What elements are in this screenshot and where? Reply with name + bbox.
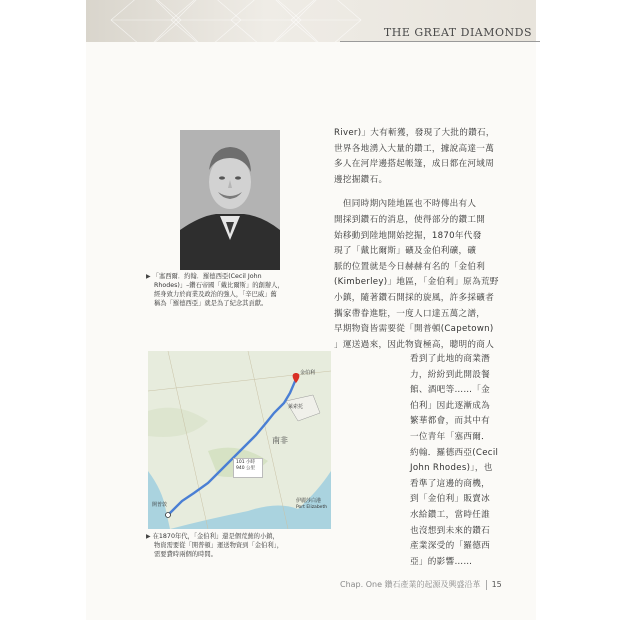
portrait-caption-line: 稱為「羅德西亞」就是為了紀念其貢獻。	[154, 300, 268, 307]
map-caption-line: 物資需要從「開普頓」運送物資到「金伯利」，	[154, 542, 284, 549]
portrait-caption-line: 「塞西爾．約翰．羅德西亞(Cecil John	[152, 273, 262, 280]
body-line: 」運送過來，因此物資極高，聰明的商人	[334, 339, 495, 350]
body-line: 脈的位置就是今日赫赫有名的「金伯利	[334, 261, 486, 272]
body-line: 但同時期內陸地區也不時傳出有人	[334, 199, 477, 210]
body-text-upper	[334, 126, 499, 353]
map-label-south-africa: 南非	[272, 436, 288, 445]
header-title: THE GREAT DIAMONDS	[383, 26, 532, 39]
body-line: 始移動到陸地開始挖掘，1870年代發	[334, 230, 482, 241]
map-caption-line: 需要費時兩個的時間。	[154, 551, 217, 558]
body-line: 伯利」因此逐漸成為	[410, 400, 491, 411]
body-line: 產業深受的「羅德西	[410, 541, 491, 552]
body-line: 繁華都會，而其中有	[410, 416, 491, 427]
body-line: 小鎮，隨著鑽石開採的旋風，許多採礦者	[334, 292, 495, 303]
body-line: 力，紛紛到此開設餐	[410, 369, 491, 380]
page-number: 15	[491, 580, 502, 589]
portrait-photo	[180, 130, 280, 270]
body-line: 水給鑽工，當時任誰	[410, 509, 491, 520]
map-caption	[146, 532, 336, 559]
body-line: 多人在河岸邊搭起帳篷，成日都在河域周	[334, 159, 495, 170]
body-line: 世界各地湧入大量的鑽工，據說高達一萬	[334, 143, 495, 154]
map-label-lesotho: 萊索托	[288, 404, 304, 410]
caption-triangle-icon: ▶	[146, 533, 151, 540]
body-line: 看準了這邊的商機，	[410, 478, 491, 489]
route-map	[148, 351, 331, 529]
header-rule	[340, 41, 540, 42]
body-line: 看到了此地的商業潛	[410, 354, 491, 364]
body-line: 攜家帶眷進駐，一度人口達五萬之譜，	[334, 308, 486, 319]
footer-chapter: Chap. One 鑽石產業的起源及興盛沿革	[340, 580, 481, 589]
body-line: 邊挖掘鑽石。	[334, 174, 388, 185]
map-label-cape-town: 開普敦	[152, 502, 168, 508]
map-label-port-elizabeth: 伊麗莎白港	[296, 498, 322, 504]
route-distance: 940 公里	[236, 466, 256, 471]
body-line: 也沒想到未來的鑽石	[410, 525, 491, 536]
body-line	[334, 188, 499, 197]
footer-divider	[486, 580, 487, 590]
body-line: 一位青年「塞西爾．	[410, 431, 491, 442]
portrait-caption-line: Rhodes)」–鑽石帝國「戴比爾斯」的創辦人，	[154, 282, 284, 289]
body-line: River)」大有斬獲，發現了大批的鑽石，	[334, 128, 495, 138]
caption-triangle-icon: ▶	[146, 273, 151, 280]
body-line: John Rhodes)」，也	[410, 463, 493, 474]
body-line: 亞」的影響……	[410, 556, 473, 567]
body-line: 約翰．羅德西亞(Cecil	[410, 447, 499, 458]
route-info-box	[233, 458, 263, 478]
portrait-caption-line: 經身致力於商業及政治的強人，「辛巴威」舊	[154, 291, 277, 298]
route-time: 101 小時	[236, 460, 256, 465]
body-line: 到「金伯利」販賣冰	[410, 494, 491, 505]
page-footer	[340, 579, 502, 590]
body-line: 早期物資皆需要從「開普頓(Capetown)	[334, 324, 494, 335]
body-line: 現了「戴比爾斯」礦及金伯利礦，礦	[334, 246, 477, 257]
map-caption-line: 在1870年代，「金伯利」還是個荒蕪的小鎮，	[152, 533, 279, 540]
body-line: 開採到鑽石的消息，使得部分的鑽工開	[334, 214, 486, 225]
portrait-caption	[146, 272, 336, 308]
map-label-kimberley: 金伯利	[300, 370, 316, 376]
body-text-lower	[410, 352, 498, 570]
body-line: 館、酒吧等……「金	[410, 385, 491, 396]
map-label-port-elizabeth-en: Port Elizabeth	[296, 505, 328, 510]
body-line: (Kimberley)」地區，「金伯利」原為荒野	[334, 277, 499, 288]
